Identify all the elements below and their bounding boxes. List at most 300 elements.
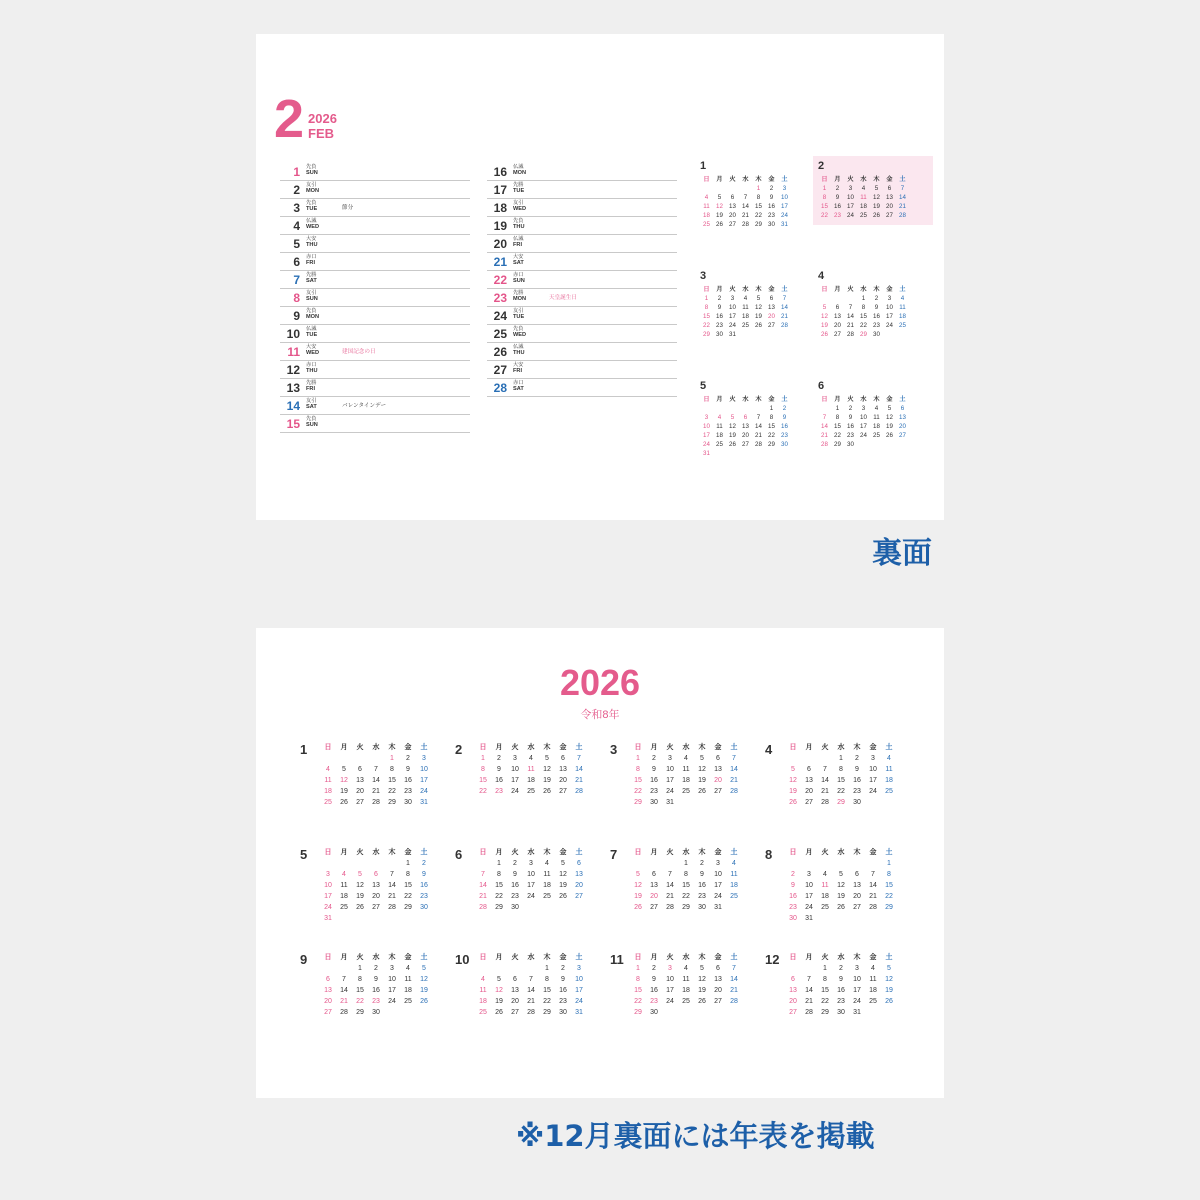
date-cell xyxy=(883,330,896,339)
date-cell: 25 xyxy=(899,322,906,329)
date-cell: 14 xyxy=(805,987,813,994)
date-cell xyxy=(765,330,778,339)
date-cell xyxy=(694,1007,710,1018)
date-cell: 18 xyxy=(873,423,880,430)
day-meta xyxy=(513,236,547,249)
week-row xyxy=(818,431,909,440)
date-cell: 1 xyxy=(684,860,688,867)
date-cell xyxy=(400,1007,416,1018)
date-cell: 13 xyxy=(511,987,519,994)
date-cell: 15 xyxy=(885,882,893,889)
date-cell: 28 xyxy=(479,904,487,911)
date-cell: 2 xyxy=(406,755,410,762)
date-cell: 10 xyxy=(847,194,854,201)
date-cell: 25 xyxy=(404,998,412,1005)
date-cell: 26 xyxy=(837,904,845,911)
week-row xyxy=(630,764,742,775)
weekday-label: FRI xyxy=(306,386,316,392)
date-cell: 12 xyxy=(789,777,797,784)
date-cell: 2 xyxy=(855,755,859,762)
date-cell: 9 xyxy=(513,871,517,878)
week-row xyxy=(475,753,587,764)
weekday-header-row xyxy=(785,742,897,753)
rokuyo-label: 赤口 xyxy=(513,380,524,386)
date-cell: 1 xyxy=(887,860,891,867)
date-cell: 27 xyxy=(853,904,861,911)
weekday-header-cell: 金 xyxy=(404,744,412,751)
year-month-number: 3 xyxy=(610,742,618,757)
date-cell: 28 xyxy=(666,904,674,911)
date-cell: 25 xyxy=(527,788,535,795)
date-cell xyxy=(368,913,384,924)
date-cell: 31 xyxy=(420,799,428,806)
date-cell: 11 xyxy=(821,882,829,889)
date-cell: 19 xyxy=(495,998,503,1005)
date-cell: 9 xyxy=(652,766,656,773)
date-cell: 10 xyxy=(420,766,428,773)
date-cell: 27 xyxy=(834,331,841,338)
date-cell: 13 xyxy=(714,766,722,773)
date-cell: 29 xyxy=(682,904,690,911)
date-cell: 12 xyxy=(698,976,706,983)
date-cell: 14 xyxy=(372,777,380,784)
weekday-header-row xyxy=(785,847,897,858)
week-row xyxy=(475,880,587,891)
date-cell: 17 xyxy=(666,987,674,994)
date-cell: 30 xyxy=(781,441,788,448)
weekday-header-cell: 金 xyxy=(869,849,877,856)
date-cell: 5 xyxy=(822,304,827,311)
rokuyo-label: 大安 xyxy=(306,236,317,242)
date-cell: 26 xyxy=(634,904,642,911)
year-month-number: 10 xyxy=(455,952,470,967)
date-cell: 25 xyxy=(479,1009,487,1016)
week-row xyxy=(475,996,587,1007)
date-cell: 17 xyxy=(527,882,535,889)
rokuyo-label: 仏滅 xyxy=(513,164,524,170)
day-row xyxy=(487,181,677,199)
date-cell: 9 xyxy=(848,414,853,421)
date-cell: 4 xyxy=(342,871,346,878)
date-cell: 18 xyxy=(527,777,535,784)
day-list-column-right xyxy=(487,163,677,397)
weekday-header-cell: 火 xyxy=(666,849,674,856)
date-cell: 23 xyxy=(372,998,380,1005)
rokuyo-label: 赤口 xyxy=(513,272,524,278)
date-cell: 28 xyxy=(781,322,788,329)
year-month-block xyxy=(455,952,595,1018)
date-cell: 28 xyxy=(755,441,762,448)
date-cell: 9 xyxy=(855,766,859,773)
date-cell: 3 xyxy=(730,295,735,302)
date-cell: 9 xyxy=(652,976,656,983)
weekday-header-cell: 木 xyxy=(388,744,396,751)
weekday-header-cell: 金 xyxy=(869,954,877,961)
date-cell: 15 xyxy=(543,987,551,994)
weekday-header-cell: 金 xyxy=(768,286,775,293)
date-cell: 19 xyxy=(837,893,845,900)
date-cell: 24 xyxy=(714,893,722,900)
date-cell: 31 xyxy=(324,915,332,922)
weekday-label: SAT xyxy=(306,278,317,284)
weekday-header-cell: 日 xyxy=(789,954,797,961)
date-cell: 20 xyxy=(372,893,380,900)
date-cell: 25 xyxy=(543,893,551,900)
rokuyo-label: 仏滅 xyxy=(306,218,317,224)
year-month-block xyxy=(455,847,595,913)
day-row xyxy=(487,217,677,235)
day-number: 25 xyxy=(493,327,507,341)
date-cell: 19 xyxy=(729,432,736,439)
date-cell: 23 xyxy=(559,998,567,1005)
day-number: 17 xyxy=(493,183,507,197)
weekday-header-cell: 金 xyxy=(559,954,567,961)
date-cell: 21 xyxy=(869,893,877,900)
weekday-header-cell: 日 xyxy=(789,849,797,856)
mini-month-number: 5 xyxy=(700,380,707,392)
date-cell: 27 xyxy=(650,904,658,911)
weekday-label: FRI xyxy=(513,242,523,248)
week-row xyxy=(700,413,791,422)
week-row xyxy=(475,902,587,913)
date-cell: 25 xyxy=(716,441,723,448)
weekday-header-cell: 金 xyxy=(886,396,893,403)
date-cell: 27 xyxy=(729,221,736,228)
year-label: 2026 xyxy=(308,111,337,126)
date-cell: 20 xyxy=(886,203,893,210)
date-cell: 1 xyxy=(822,185,827,192)
date-cell: 29 xyxy=(860,331,867,338)
date-cell: 6 xyxy=(855,871,859,878)
day-row xyxy=(487,343,677,361)
date-cell: 19 xyxy=(821,322,828,329)
day-number: 28 xyxy=(493,381,507,395)
date-cell: 21 xyxy=(821,432,828,439)
date-cell: 30 xyxy=(372,1009,380,1016)
weekday-header-cell: 月 xyxy=(495,849,503,856)
day-number: 10 xyxy=(286,327,300,341)
week-row xyxy=(475,764,587,775)
date-cell: 28 xyxy=(821,799,829,806)
footnote-label: ※12月裏面には年表を掲載 xyxy=(516,1119,875,1153)
date-cell xyxy=(726,449,739,458)
weekday-header-cell: 日 xyxy=(789,744,797,751)
weekday-header-cell: 月 xyxy=(805,849,813,856)
date-cell: 8 xyxy=(358,976,362,983)
date-cell: 7 xyxy=(732,965,736,972)
date-cell: 12 xyxy=(495,987,503,994)
day-meta xyxy=(513,254,547,267)
date-cell: 2 xyxy=(835,185,840,192)
date-cell: 19 xyxy=(559,882,567,889)
date-cell: 22 xyxy=(821,212,828,219)
date-cell: 7 xyxy=(822,414,827,421)
date-cell: 10 xyxy=(805,882,813,889)
event-label: 天皇誕生日 xyxy=(549,295,577,301)
date-cell: 17 xyxy=(324,893,332,900)
year-month-block xyxy=(300,952,440,1018)
date-cell: 13 xyxy=(742,423,749,430)
date-cell: 19 xyxy=(716,212,723,219)
date-cell xyxy=(881,913,897,924)
rokuyo-label: 友引 xyxy=(513,200,524,206)
week-row xyxy=(320,753,432,764)
week-row xyxy=(475,869,587,880)
date-cell: 23 xyxy=(873,322,880,329)
date-cell xyxy=(710,797,726,808)
weekday-header-cell: 土 xyxy=(730,744,738,751)
date-cell: 2 xyxy=(874,295,879,302)
date-cell: 22 xyxy=(388,788,396,795)
date-cell: 24 xyxy=(388,998,396,1005)
day-meta xyxy=(513,380,547,393)
week-row xyxy=(320,1007,432,1018)
date-cell: 4 xyxy=(743,295,748,302)
date-cell: 4 xyxy=(823,871,827,878)
weekday-header-cell: 木 xyxy=(873,176,880,183)
weekday-header-cell: 火 xyxy=(666,744,674,751)
week-row xyxy=(700,312,791,321)
date-cell: 6 xyxy=(791,976,795,983)
week-row xyxy=(785,1007,897,1018)
date-cell xyxy=(630,858,646,869)
weekday-label: SAT xyxy=(513,260,524,266)
date-cell: 7 xyxy=(871,871,875,878)
day-meta xyxy=(306,290,340,303)
weekday-header-cell: 木 xyxy=(543,849,551,856)
weekday-header-cell: 火 xyxy=(847,176,854,183)
date-cell: 22 xyxy=(634,788,642,795)
weekday-header-cell: 月 xyxy=(805,744,813,751)
date-cell: 1 xyxy=(481,755,485,762)
week-row xyxy=(475,963,587,974)
date-cell: 2 xyxy=(791,871,795,878)
rokuyo-label: 友引 xyxy=(306,290,317,296)
week-row xyxy=(700,211,791,220)
weekday-header-row xyxy=(630,847,742,858)
date-cell: 8 xyxy=(684,871,688,878)
date-cell: 16 xyxy=(853,777,861,784)
year-title-block xyxy=(0,664,1200,722)
day-number: 12 xyxy=(286,363,300,377)
day-row xyxy=(487,163,677,181)
date-cell: 29 xyxy=(768,441,775,448)
week-row xyxy=(320,913,432,924)
weekday-header-cell: 木 xyxy=(698,744,706,751)
day-row xyxy=(280,289,470,307)
date-cell xyxy=(523,902,539,913)
date-cell: 16 xyxy=(768,203,775,210)
date-cell: 17 xyxy=(847,203,854,210)
date-cell: 6 xyxy=(326,976,330,983)
date-cell: 5 xyxy=(874,185,879,192)
day-meta xyxy=(306,308,340,321)
day-number: 23 xyxy=(493,291,507,305)
weekday-header-cell: 水 xyxy=(682,744,690,751)
week-row xyxy=(320,775,432,786)
date-cell: 11 xyxy=(716,423,723,430)
weekday-header-cell: 日 xyxy=(703,396,710,403)
week-row xyxy=(320,985,432,996)
date-cell: 5 xyxy=(791,766,795,773)
date-cell: 29 xyxy=(634,1009,642,1016)
date-cell: 1 xyxy=(823,965,827,972)
date-cell: 10 xyxy=(666,976,674,983)
weekday-header-row xyxy=(630,742,742,753)
date-cell: 25 xyxy=(682,998,690,1005)
date-cell: 8 xyxy=(545,976,549,983)
date-cell: 6 xyxy=(561,755,565,762)
rokuyo-label: 大安 xyxy=(513,362,524,368)
weekday-header-cell: 火 xyxy=(511,849,519,856)
date-cell xyxy=(713,404,726,413)
date-cell xyxy=(700,404,713,413)
year-month-block xyxy=(765,952,905,1018)
day-row xyxy=(280,235,470,253)
date-cell: 29 xyxy=(404,904,412,911)
date-cell: 16 xyxy=(837,987,845,994)
week-row xyxy=(700,220,791,229)
day-number: 22 xyxy=(493,273,507,287)
weekday-header-cell: 水 xyxy=(837,744,845,751)
date-cell: 1 xyxy=(704,295,709,302)
rokuyo-label: 先負 xyxy=(513,326,524,332)
year-month-number: 11 xyxy=(610,952,624,967)
date-cell: 7 xyxy=(782,295,787,302)
weekday-header-cell: 土 xyxy=(781,286,788,293)
date-cell: 30 xyxy=(420,904,428,911)
date-cell: 29 xyxy=(388,799,396,806)
date-cell: 28 xyxy=(821,441,828,448)
event-label: 建国記念の日 xyxy=(342,349,376,355)
date-cell: 4 xyxy=(481,976,485,983)
week-row xyxy=(818,303,909,312)
date-cell: 16 xyxy=(834,203,841,210)
date-cell: 31 xyxy=(853,1009,861,1016)
week-row xyxy=(320,902,432,913)
date-cell: 12 xyxy=(716,203,723,210)
date-cell xyxy=(881,797,897,808)
date-cell xyxy=(752,330,765,339)
date-cell: 2 xyxy=(513,860,517,867)
date-cell: 1 xyxy=(769,405,774,412)
weekday-header-cell: 水 xyxy=(682,954,690,961)
date-cell: 2 xyxy=(782,405,787,412)
date-cell: 23 xyxy=(495,788,503,795)
date-cell: 11 xyxy=(873,414,880,421)
weekday-header-cell: 金 xyxy=(886,176,893,183)
week-row xyxy=(785,858,897,869)
date-cell: 23 xyxy=(404,788,412,795)
date-cell: 18 xyxy=(479,998,487,1005)
rokuyo-label: 先負 xyxy=(306,308,317,314)
date-cell: 11 xyxy=(479,987,487,994)
date-cell: 17 xyxy=(511,777,519,784)
date-cell: 28 xyxy=(847,331,854,338)
date-cell: 26 xyxy=(495,1009,503,1016)
date-cell: 31 xyxy=(729,331,736,338)
weekday-header-cell: 木 xyxy=(853,954,861,961)
mini-calendar-table xyxy=(785,847,897,924)
date-cell xyxy=(678,797,694,808)
day-meta xyxy=(306,218,340,231)
date-cell xyxy=(713,449,726,458)
date-cell: 3 xyxy=(848,185,853,192)
year-month-block xyxy=(610,847,750,913)
date-cell: 17 xyxy=(853,987,861,994)
date-cell: 20 xyxy=(511,998,519,1005)
date-cell: 28 xyxy=(527,1009,535,1016)
date-cell: 24 xyxy=(703,441,710,448)
date-cell xyxy=(384,913,400,924)
weekday-header-row xyxy=(630,952,742,963)
weekday-header-cell: 火 xyxy=(511,744,519,751)
date-cell: 2 xyxy=(839,965,843,972)
year-month-block xyxy=(300,742,440,808)
date-cell: 26 xyxy=(821,331,828,338)
week-row xyxy=(700,184,791,193)
date-cell: 31 xyxy=(781,221,788,228)
date-cell xyxy=(817,913,833,924)
date-cell: 18 xyxy=(860,203,867,210)
date-cell: 1 xyxy=(545,965,549,972)
weekday-label: FRI xyxy=(513,368,523,374)
date-cell: 18 xyxy=(340,893,348,900)
date-cell: 5 xyxy=(756,295,761,302)
date-cell: 30 xyxy=(404,799,412,806)
date-cell: 6 xyxy=(887,185,892,192)
back-side-label: 裏面 xyxy=(872,536,932,571)
day-number: 14 xyxy=(286,399,300,413)
date-cell: 5 xyxy=(839,871,843,878)
date-cell: 3 xyxy=(887,295,892,302)
date-cell: 20 xyxy=(356,788,364,795)
date-cell: 6 xyxy=(577,860,581,867)
date-cell: 5 xyxy=(358,871,362,878)
date-cell xyxy=(384,1007,400,1018)
month-number: 2 xyxy=(274,89,303,149)
date-cell: 9 xyxy=(839,976,843,983)
weekday-header-row xyxy=(785,952,897,963)
date-cell: 21 xyxy=(666,893,674,900)
weekday-header-cell: 火 xyxy=(729,396,736,403)
week-row xyxy=(700,440,791,449)
date-cell: 12 xyxy=(755,304,762,311)
date-cell: 4 xyxy=(529,755,533,762)
date-cell xyxy=(320,858,336,869)
week-row xyxy=(475,985,587,996)
weekday-header-cell: 水 xyxy=(742,286,749,293)
date-cell: 14 xyxy=(730,976,738,983)
date-cell xyxy=(555,902,571,913)
weekday-header-cell: 月 xyxy=(495,744,503,751)
year-month-number: 6 xyxy=(455,847,463,862)
date-cell: 5 xyxy=(730,414,735,421)
date-cell: 27 xyxy=(511,1009,519,1016)
date-cell: 14 xyxy=(742,203,749,210)
date-cell xyxy=(368,858,384,869)
date-cell xyxy=(865,858,881,869)
date-cell: 24 xyxy=(781,212,788,219)
date-cell: 28 xyxy=(805,1009,813,1016)
date-cell xyxy=(678,1007,694,1018)
date-cell: 21 xyxy=(340,998,348,1005)
weekday-header-cell: 火 xyxy=(729,286,736,293)
weekday-label: THU xyxy=(306,368,318,374)
week-row xyxy=(818,404,909,413)
day-number: 3 xyxy=(293,201,300,215)
date-cell: 12 xyxy=(885,976,893,983)
